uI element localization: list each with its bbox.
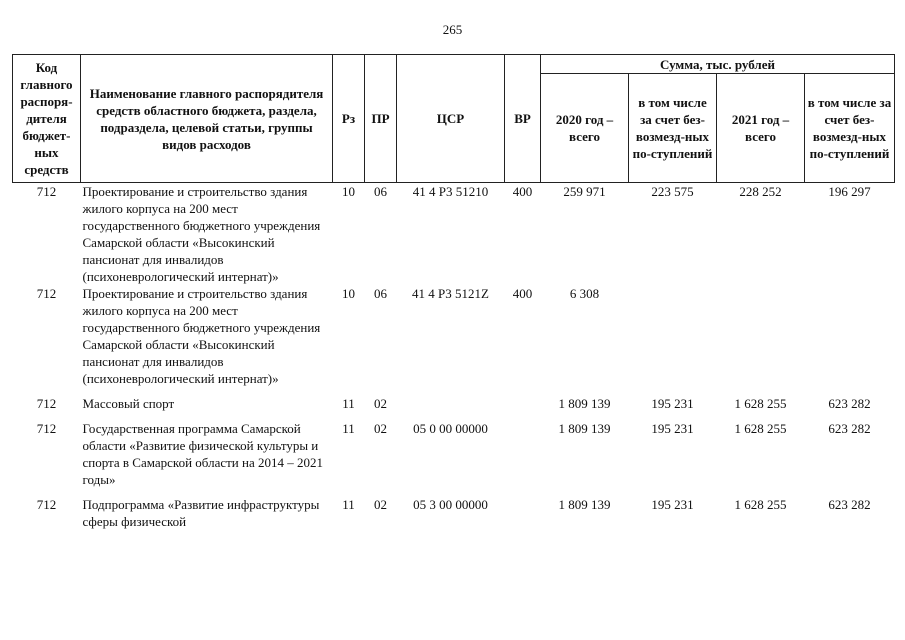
cell-2021-gratuitous: 623 282 xyxy=(828,396,871,411)
cell-name: Проектирование и строительство здания жилого корпуса на 200 мест государственного бюджетного учреждения Самарской области «Высокинский пансионат для инвалидов (психоневрологический интернат)» xyxy=(82,184,321,284)
header-rz: Рз xyxy=(333,55,365,183)
cell-2021-total: 1 628 255 xyxy=(734,421,787,436)
header-2020-gratuitous: в том числе за счет без-возмезд-ных по-ступлений xyxy=(629,74,717,183)
header-csr: ЦСР xyxy=(397,55,505,183)
cell-pr: 06 xyxy=(374,286,387,301)
cell-2020-gratuitous: 195 231 xyxy=(651,497,694,512)
cell-csr: 05 3 00 00000 xyxy=(413,497,488,512)
cell-2020-total: 259 971 xyxy=(563,184,606,199)
header-sum-group: Сумма, тыс. рублей xyxy=(541,55,895,74)
cell-2021-total: 228 252 xyxy=(739,184,782,199)
cell-pr: 02 xyxy=(374,421,387,436)
cell-code: 712 xyxy=(36,396,57,411)
table-row xyxy=(13,488,895,530)
budget-table xyxy=(12,54,895,530)
cell-pr: 02 xyxy=(374,497,387,512)
cell-rz: 11 xyxy=(342,421,355,436)
cell-code: 712 xyxy=(36,497,57,512)
cell-code: 712 xyxy=(36,184,57,199)
cell-name: Государственная программа Самарской области «Развитие физической культуры и спорта в Самарской области на 2014 – 2021 годы» xyxy=(82,421,323,487)
cell-pr: 02 xyxy=(374,396,387,411)
cell-name: Подпрограмма «Развитие инфраструктуры сферы физической xyxy=(82,497,320,529)
cell-2020-gratuitous: 223 575 xyxy=(651,184,694,199)
cell-2021-gratuitous: 196 297 xyxy=(828,184,871,199)
cell-2020-gratuitous: 195 231 xyxy=(651,421,694,436)
header-name: Наименование главного распорядителя средств областного бюджета, раздела, подраздела, целевой статьи, группы видов расходов xyxy=(81,55,333,183)
header-2021-gratuitous: в том числе за счет без-возмезд-ных по-ступлений xyxy=(805,74,895,183)
cell-pr: 06 xyxy=(374,184,387,199)
cell-csr: 41 4 P3 5121Z xyxy=(412,286,489,301)
table-row xyxy=(13,183,895,286)
table-row xyxy=(13,285,895,387)
header-code: Код главного распоря-дителя бюджет-ных средств xyxy=(13,55,81,183)
header-pr: ПР xyxy=(365,55,397,183)
cell-vr xyxy=(505,412,541,488)
cell-name: Проектирование и строительство здания жилого корпуса на 200 мест государственного бюджетного учреждения Самарской области «Высокинский пансионат для инвалидов (психоневрологический интернат)» xyxy=(82,286,321,386)
cell-vr: 400 xyxy=(512,184,533,199)
table-row xyxy=(13,387,895,412)
cell-rz: 11 xyxy=(342,497,355,512)
cell-rz: 10 xyxy=(342,286,355,301)
cell-2020-total: 6 308 xyxy=(569,286,600,301)
cell-rz: 11 xyxy=(342,396,355,411)
cell-csr: 05 0 00 00000 xyxy=(413,421,488,436)
cell-2021-total: 1 628 255 xyxy=(734,497,787,512)
cell-2020-total: 1 809 139 xyxy=(558,421,611,436)
cell-vr xyxy=(505,387,541,412)
cell-2020-gratuitous xyxy=(629,285,717,387)
cell-name: Массовый спорт xyxy=(82,396,175,411)
page-number: 265 xyxy=(442,22,463,37)
cell-rz: 10 xyxy=(342,184,355,199)
cell-2020-gratuitous: 195 231 xyxy=(651,396,694,411)
cell-2020-total: 1 809 139 xyxy=(558,396,611,411)
cell-2020-total: 1 809 139 xyxy=(558,497,611,512)
cell-csr: 41 4 P3 51210 xyxy=(412,184,489,199)
header-2021-total: 2021 год – всего xyxy=(717,74,805,183)
cell-vr: 400 xyxy=(512,286,533,301)
cell-csr xyxy=(397,387,505,412)
header-row-top xyxy=(13,55,895,74)
cell-2021-gratuitous: 623 282 xyxy=(828,497,871,512)
header-2020-total: 2020 год – всего xyxy=(541,74,629,183)
cell-code: 712 xyxy=(36,286,57,301)
cell-2021-gratuitous: 623 282 xyxy=(828,421,871,436)
header-vr: ВР xyxy=(505,55,541,183)
table-row xyxy=(13,412,895,488)
cell-code: 712 xyxy=(36,421,57,436)
cell-2021-gratuitous xyxy=(805,285,895,387)
cell-vr xyxy=(505,488,541,530)
cell-2021-total: 1 628 255 xyxy=(734,396,787,411)
cell-2021-total xyxy=(717,285,805,387)
